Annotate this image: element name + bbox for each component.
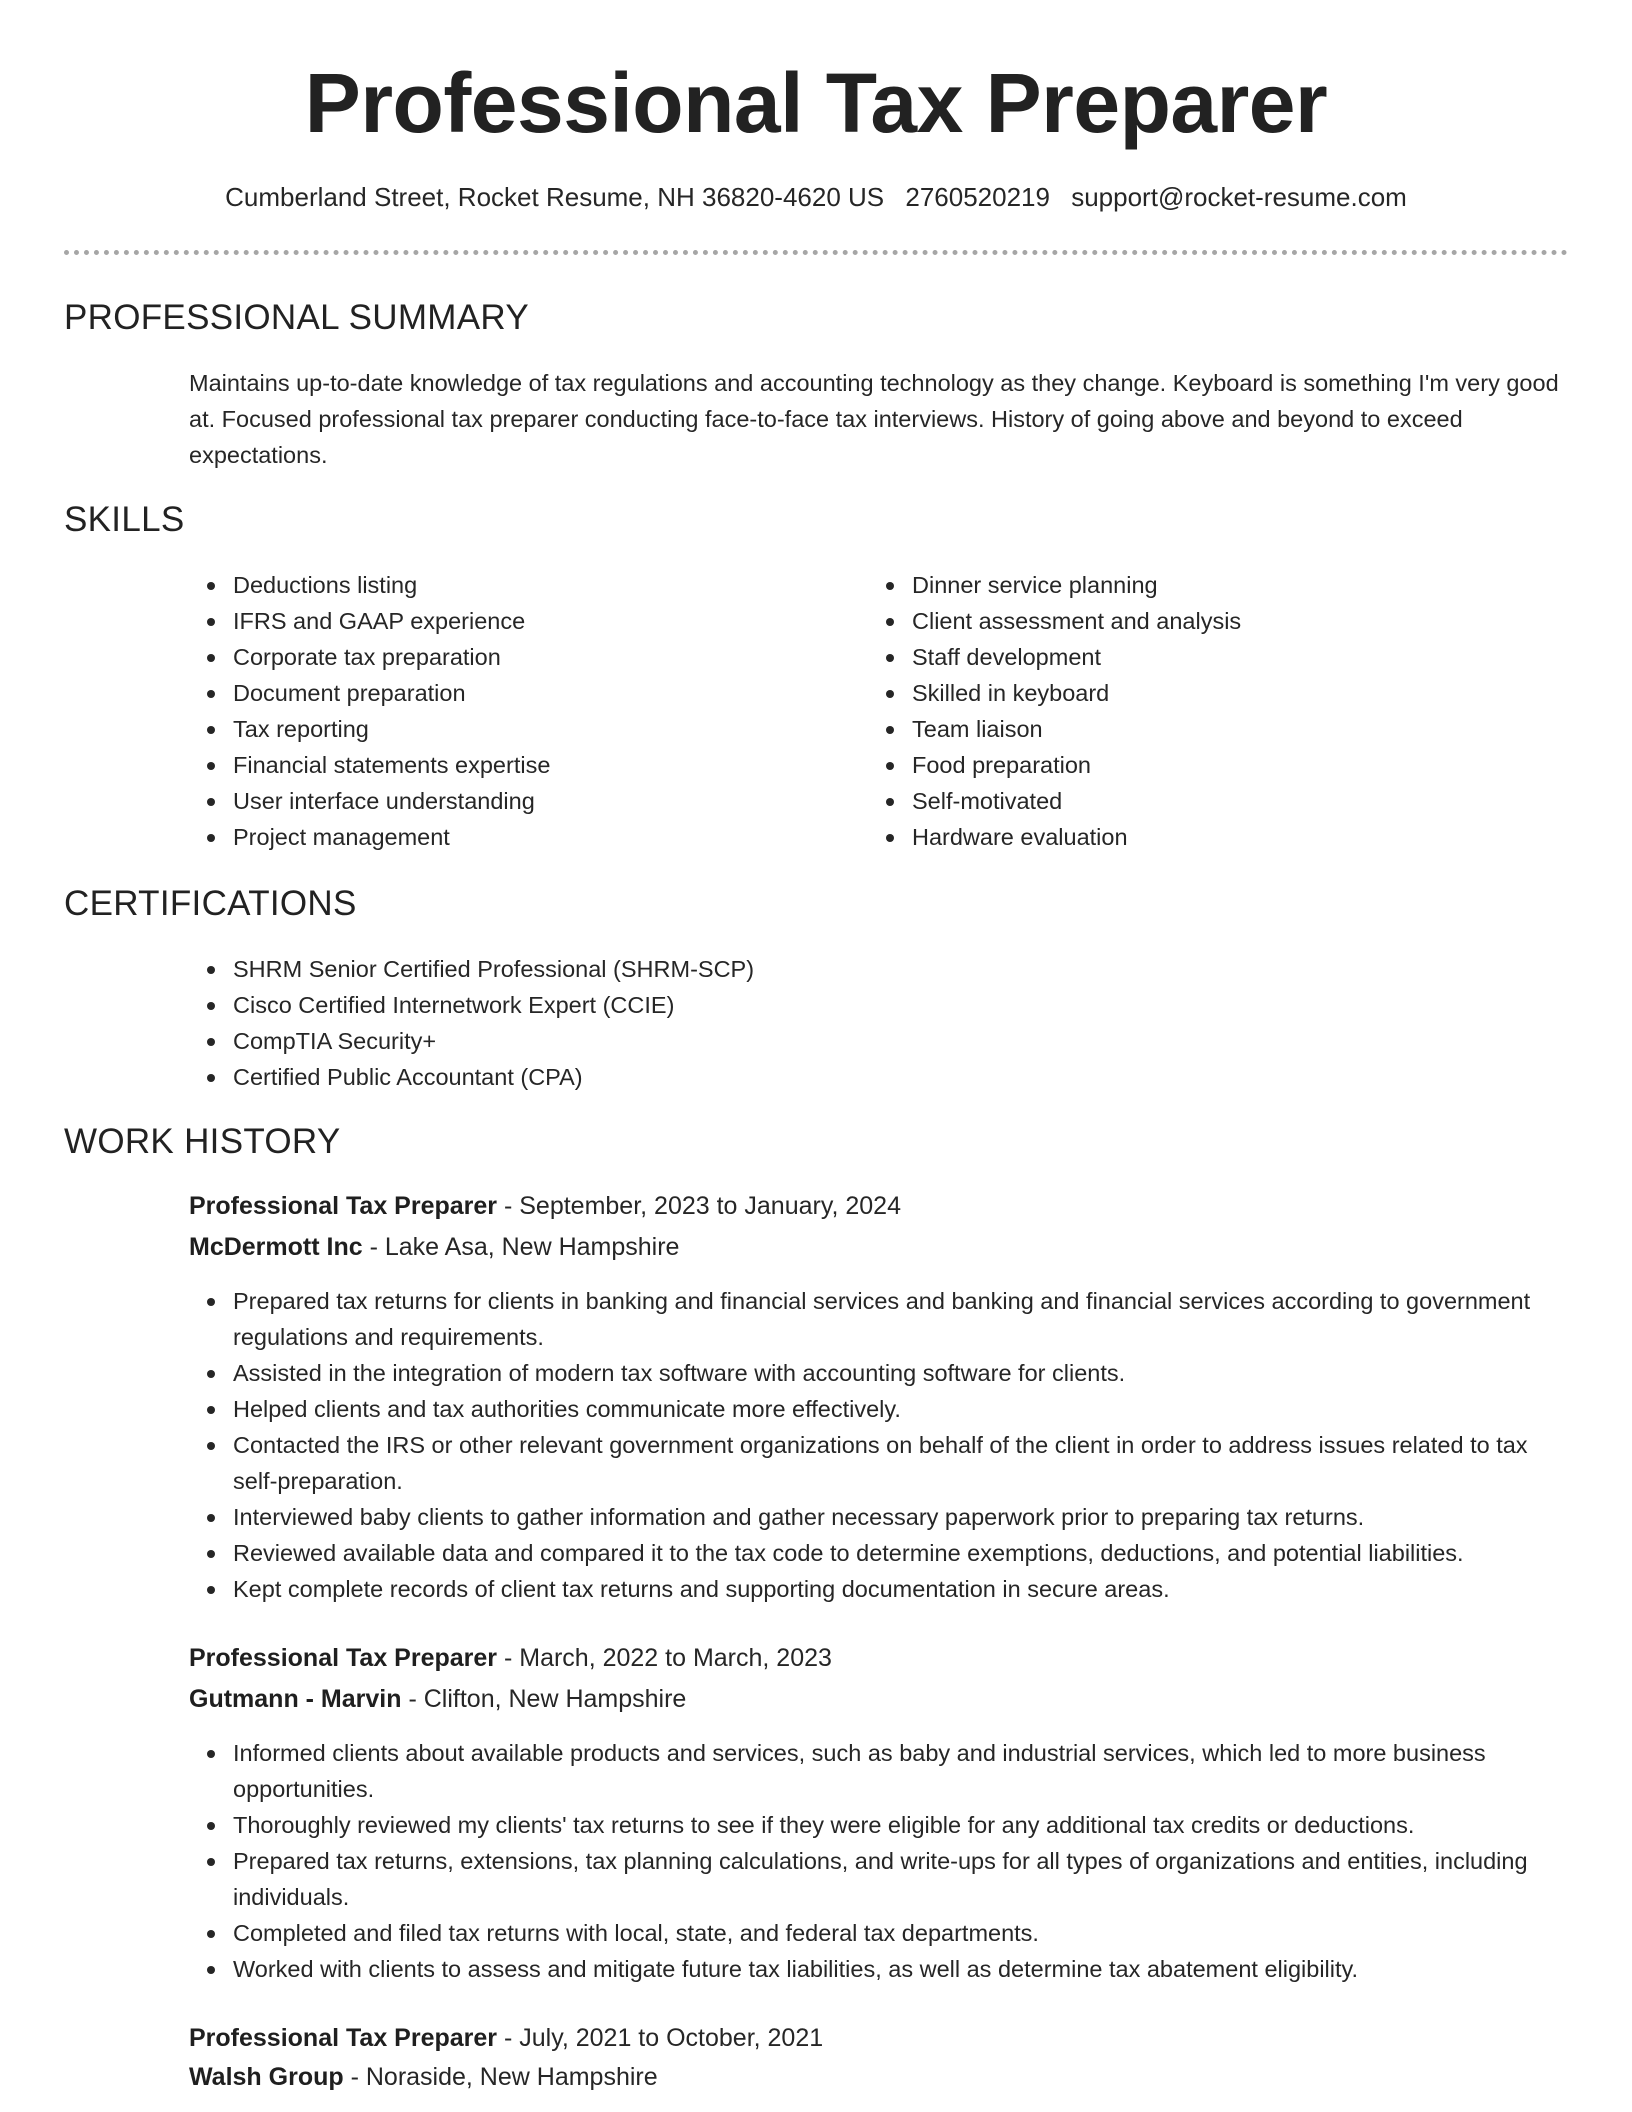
skill-item: Client assessment and analysis xyxy=(868,603,1241,639)
contact-address: Cumberland Street, Rocket Resume, NH 36820-4620 US xyxy=(225,182,885,212)
job-employer-line xyxy=(189,1233,679,1262)
skill-item: User interface understanding xyxy=(189,783,550,819)
skill-item: Corporate tax preparation xyxy=(189,639,550,675)
job-duty-item: Prepared tax returns, extensions, tax planning calculations, and write-ups for all types of organizations and entities, including individuals. xyxy=(189,1843,1569,1915)
job-dates: - July, 2021 to October, 2021 xyxy=(503,2024,824,2052)
resume-name: Professional Tax Preparer xyxy=(304,56,1328,150)
contact-phone: 2760520219 xyxy=(905,182,1050,212)
job-dates: - March, 2022 to March, 2023 xyxy=(503,1644,832,1672)
certification-item: SHRM Senior Certified Professional (SHRM-SCP) xyxy=(189,951,754,987)
job-title-line xyxy=(189,2024,823,2053)
skills-list-right xyxy=(868,567,1241,855)
contact-email: support@rocket-resume.com xyxy=(1071,182,1407,212)
job-duty-item: Kept complete records of client tax returns and supporting documentation in secure areas. xyxy=(189,1571,1569,1607)
job-duty-item: Worked with clients to assess and mitigate future tax liabilities, as well as determine tax abatement eligibility. xyxy=(189,1951,1569,1987)
work-history-heading: WORK HISTORY xyxy=(64,1122,341,1161)
skill-item: Project management xyxy=(189,819,550,855)
summary-text: Maintains up-to-date knowledge of tax regulations and accounting technology as they change. Keyboard is something I'm very good at. Focused professional tax preparer conducting face-to-face tax interviews. History of going above and beyond to exceed expectations. xyxy=(189,370,1559,468)
job-duty-item: Assisted in the integration of modern tax software with accounting software for clients. xyxy=(189,1355,1569,1391)
job-title: Professional Tax Preparer xyxy=(189,2024,498,2052)
job-employer: Walsh Group xyxy=(189,2063,344,2091)
job-duty-item: Contacted the IRS or other relevant government organizations on behalf of the client in order to address issues related to tax self-preparation. xyxy=(189,1427,1569,1499)
certifications-list xyxy=(189,951,754,1095)
skill-item: Tax reporting xyxy=(189,711,550,747)
job-duty-item: Completed and filed tax returns with local, state, and federal tax departments. xyxy=(189,1915,1569,1951)
certifications-heading: CERTIFICATIONS xyxy=(64,884,357,923)
job-location: - Clifton, New Hampshire xyxy=(408,1685,687,1713)
job-employer: Gutmann - Marvin xyxy=(189,1685,402,1713)
certification-item: Cisco Certified Internetwork Expert (CCIE) xyxy=(189,987,754,1023)
job-title: Professional Tax Preparer xyxy=(189,1192,498,1220)
job-duty-item: Prepared tax returns for clients in banking and financial services and banking and financial services according to government regulations and requirements. xyxy=(189,1283,1569,1355)
job-title-line xyxy=(189,1644,832,1673)
job-duty-item: Thoroughly reviewed my clients' tax returns to see if they were eligible for any additional tax credits or deductions. xyxy=(189,1807,1569,1843)
contact-line xyxy=(0,182,1632,213)
skill-item: Dinner service planning xyxy=(868,567,1241,603)
skill-item: Skilled in keyboard xyxy=(868,675,1241,711)
skill-item: Document preparation xyxy=(189,675,550,711)
job-title-line xyxy=(189,1192,901,1221)
job-duty-item: Helped clients and tax authorities communicate more effectively. xyxy=(189,1391,1569,1427)
skill-item: Staff development xyxy=(868,639,1241,675)
skill-item: Food preparation xyxy=(868,747,1241,783)
job-employer-line xyxy=(189,1685,686,1714)
header-divider xyxy=(64,250,1568,255)
skill-item: Deductions listing xyxy=(189,567,550,603)
skill-item: Hardware evaluation xyxy=(868,819,1241,855)
job-dates: - September, 2023 to January, 2024 xyxy=(503,1192,901,1220)
job-employer: McDermott Inc xyxy=(189,1233,363,1261)
skill-item: Financial statements expertise xyxy=(189,747,550,783)
job-duties-list xyxy=(189,1735,1569,1987)
job-title: Professional Tax Preparer xyxy=(189,1644,498,1672)
skill-item: Team liaison xyxy=(868,711,1241,747)
skill-item: IFRS and GAAP experience xyxy=(189,603,550,639)
job-employer-line xyxy=(189,2063,658,2092)
skills-list-left xyxy=(189,567,550,855)
job-duty-item: Reviewed available data and compared it to the tax code to determine exemptions, deductions, and potential liabilities. xyxy=(189,1535,1569,1571)
certification-item: CompTIA Security+ xyxy=(189,1023,754,1059)
job-duty-item: Interviewed baby clients to gather information and gather necessary paperwork prior to preparing tax returns. xyxy=(189,1499,1569,1535)
summary-heading: PROFESSIONAL SUMMARY xyxy=(64,298,529,337)
job-location: - Lake Asa, New Hampshire xyxy=(369,1233,680,1261)
certification-item: Certified Public Accountant (CPA) xyxy=(189,1059,754,1095)
skills-heading: SKILLS xyxy=(64,500,185,539)
skill-item: Self-motivated xyxy=(868,783,1241,819)
job-duty-item: Informed clients about available products and services, such as baby and industrial services, which led to more business opportunities. xyxy=(189,1735,1569,1807)
job-location: - Noraside, New Hampshire xyxy=(350,2063,658,2091)
job-duties-list xyxy=(189,1283,1569,1607)
